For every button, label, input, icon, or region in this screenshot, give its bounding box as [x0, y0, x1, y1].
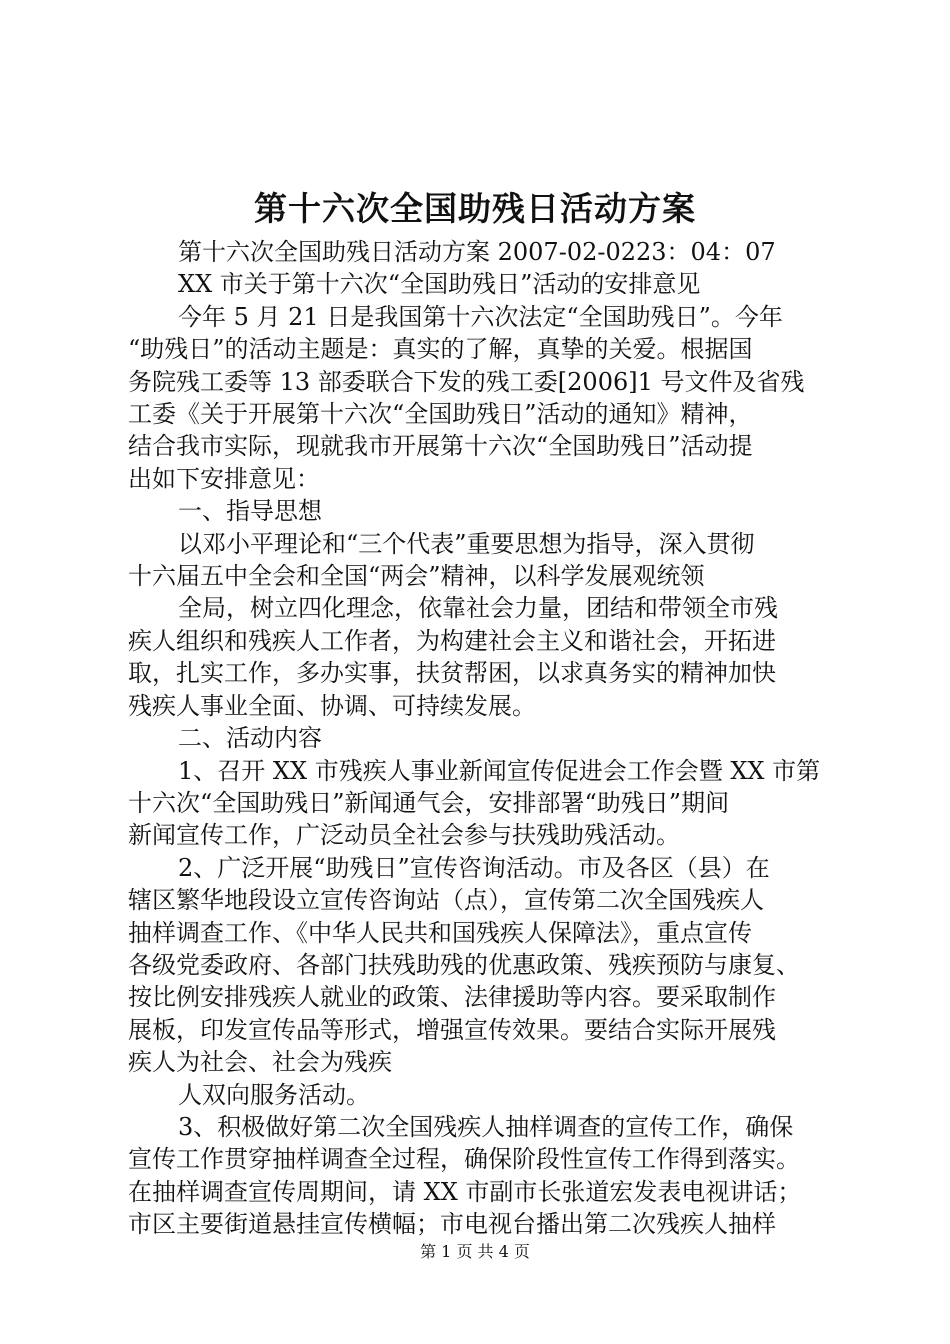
text-line: 1、召开 XX 市残疾人事业新闻宣传促进会工作会暨 XX 市第	[178, 756, 821, 785]
document-title: 第十六次全国助残日活动方案	[254, 189, 696, 228]
text-line: 务院残工委等 13 部委联合下发的残工委[2006]1 号文件及省残	[128, 367, 805, 396]
text-line: 疾人为社会、社会为残疾	[128, 1048, 392, 1077]
text-line: “助残日”的活动主题是：真实的了解，真挚的关爱。根据国	[128, 335, 753, 364]
text-line: 辖区繁华地段设立宣传咨询站（点），宣传第二次全国残疾人	[128, 886, 764, 915]
text-line: 取，扎实工作，多办实事，扶贫帮困，以求真务实的精神加快	[128, 659, 776, 688]
text-line: 残疾人事业全面、协调、可持续发展。	[128, 691, 536, 720]
text-line: 今年 5 月 21 日是我国第十六次法定“全国助残日”。今年	[178, 302, 783, 331]
text-line: 人双向服务活动。	[178, 1080, 370, 1109]
text-line: XX 市关于第十六次“全国助残日”活动的安排意见	[178, 270, 701, 299]
section-heading: 一、指导思想	[178, 497, 322, 526]
text-line: 疾人组织和残疾人工作者，为构建社会主义和谐社会，开拓进	[128, 626, 776, 655]
document-body	[128, 236, 834, 1241]
text-line: 工委《关于开展第十六次“全国助残日”活动的通知》精神，	[128, 400, 753, 429]
text-line: 十六届五中全会和全国“两会”精神，以科学发展观统领	[128, 562, 705, 591]
text-line: 新闻宣传工作，广泛动员全社会参与扶残助残活动。	[128, 821, 680, 850]
text-line: 全局，树立四化理念，依靠社会力量，团结和带领全市残	[178, 594, 778, 623]
text-line: 出如下安排意见：	[128, 464, 320, 493]
section-heading: 二、活动内容	[178, 724, 322, 753]
text-line: 3、积极做好第二次全国残疾人抽样调查的宣传工作，确保	[178, 1112, 794, 1141]
text-line: 按比例安排残疾人就业的政策、法律援助等内容。要采取制作	[128, 983, 776, 1012]
text-line: 宣传工作贯穿抽样调查全过程，确保阶段性宣传工作得到落实。	[128, 1145, 800, 1174]
text-line: 十六次“全国助残日”新闻通气会，安排部署“助残日”期间	[128, 788, 730, 817]
text-line: 各级党委政府、各部门扶残助残的优惠政策、残疾预防与康复、	[128, 950, 800, 979]
page-number: 第 1 页 共 4 页	[420, 1242, 530, 1261]
text-line: 以邓小平理论和“三个代表”重要思想为指导，深入贯彻	[178, 529, 755, 558]
text-line: 抽样调查工作、《中华人民共和国残疾人保障法》，重点宣传	[128, 918, 752, 947]
text-line: 结合我市实际，现就我市开展第十六次“全国助残日”活动提	[128, 432, 753, 461]
text-line: 市区主要街道悬挂宣传横幅；市电视台播出第二次残疾人抽样	[128, 1210, 776, 1239]
text-line: 第十六次全国助残日活动方案 2007-02-0223：04：07	[178, 238, 776, 266]
text-line: 2、广泛开展“助残日”宣传咨询活动。市及各区（县）在	[178, 853, 770, 882]
text-line: 在抽样调查宣传周期间，请 XX 市副市长张道宏发表电视讲话；	[128, 1177, 802, 1206]
text-line: 展板，印发宣传品等形式，增强宣传效果。要结合实际开展残	[128, 1015, 776, 1044]
